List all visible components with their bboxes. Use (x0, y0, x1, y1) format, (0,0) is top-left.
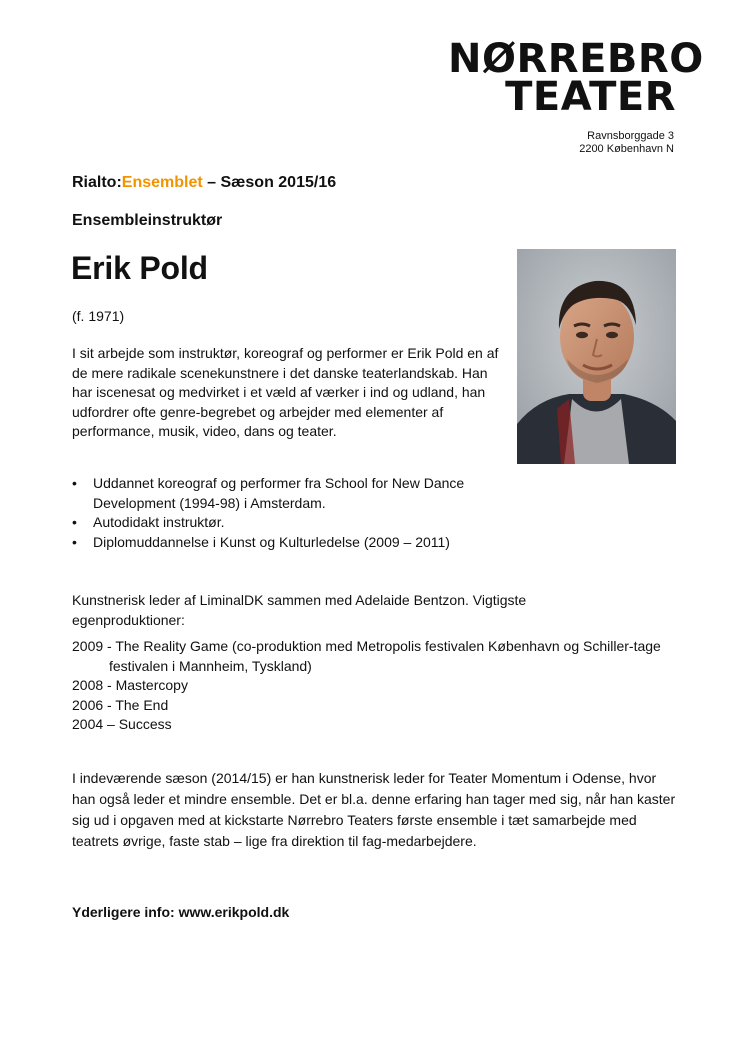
education-item-text: Uddannet koreograf og performer fra School for New Dance Development (1994-98) i Amsterdam. (93, 475, 465, 511)
role-title: Ensembleinstruktør (72, 212, 223, 229)
bullet-icon: • (72, 514, 77, 530)
season-paragraph: I indeværende sæson (2014/15) er han kunstnerisk leder for Teater Momentum i Odense, hvor han også leder et mindre ensemble. Det er bl.a. denne erfaring han tager med sig, når han kaster sig ud i opgaven med at kickstarte Nørrebro Teaters første ensemble i tæt samarbejde med teatrets øvrige, faste stab – lige fra direktion til fag-medarbejdere. (72, 770, 676, 849)
bullet-icon: • (72, 533, 77, 550)
heading-accent: Ensemblet (121, 174, 203, 191)
more-info-link[interactable]: Yderligere info: www.erikpold.dk (72, 904, 290, 920)
list-item (72, 513, 512, 533)
list-item: 2004 – Success (72, 716, 172, 732)
birth-year: (f. 1971) (72, 308, 125, 324)
address-street: Ravnsborggade 3 (587, 130, 674, 142)
list-item: 2009 - The Reality Game (co-produktion med Metropolis festivalen København og Schiller-tage festivalen i Mannheim, Tyskland) (72, 638, 661, 674)
list-item: 2006 - The End (72, 696, 169, 713)
heading-suffix: – Sæson 2015/16 (202, 174, 337, 191)
theatre-logo (448, 36, 704, 120)
bullet-icon: • (72, 475, 77, 491)
address-city: 2200 København N (579, 143, 674, 155)
productions-list (72, 637, 682, 735)
heading-prefix: Rialto: (72, 174, 122, 191)
logo-line-1: NØRREBRO (448, 36, 704, 82)
person-name: Erik Pold (71, 250, 208, 286)
portrait-photo (517, 249, 676, 464)
address-block (579, 130, 674, 156)
education-item-text: Autodidakt instruktør. (93, 514, 225, 530)
education-list (72, 474, 512, 552)
leader-paragraph: Kunstnerisk leder af LiminalDK sammen med Adelaide Bentzon. Vigtigste egenproduktioner: (72, 592, 527, 628)
document-heading (72, 174, 336, 192)
logo-line-2: TEATER (505, 74, 676, 120)
list-item (72, 533, 512, 553)
list-item (72, 474, 512, 513)
education-item-text: Diplomuddannelse i Kunst og Kulturledelse (2009 – 2011) (93, 533, 450, 550)
list-item: 2008 - Mastercopy (72, 677, 188, 693)
intro-paragraph: I sit arbejde som instruktør, koreograf og performer er Erik Pold en af de mere radikale scenekunstnere i det danske teaterlandskab. Han har iscenesat og medvirket i et væld af værker i ind og udland, han udfordrer ofte genre-begrebet og arbejder med elementer af performance, musik, video, dans og teater. (72, 345, 499, 439)
